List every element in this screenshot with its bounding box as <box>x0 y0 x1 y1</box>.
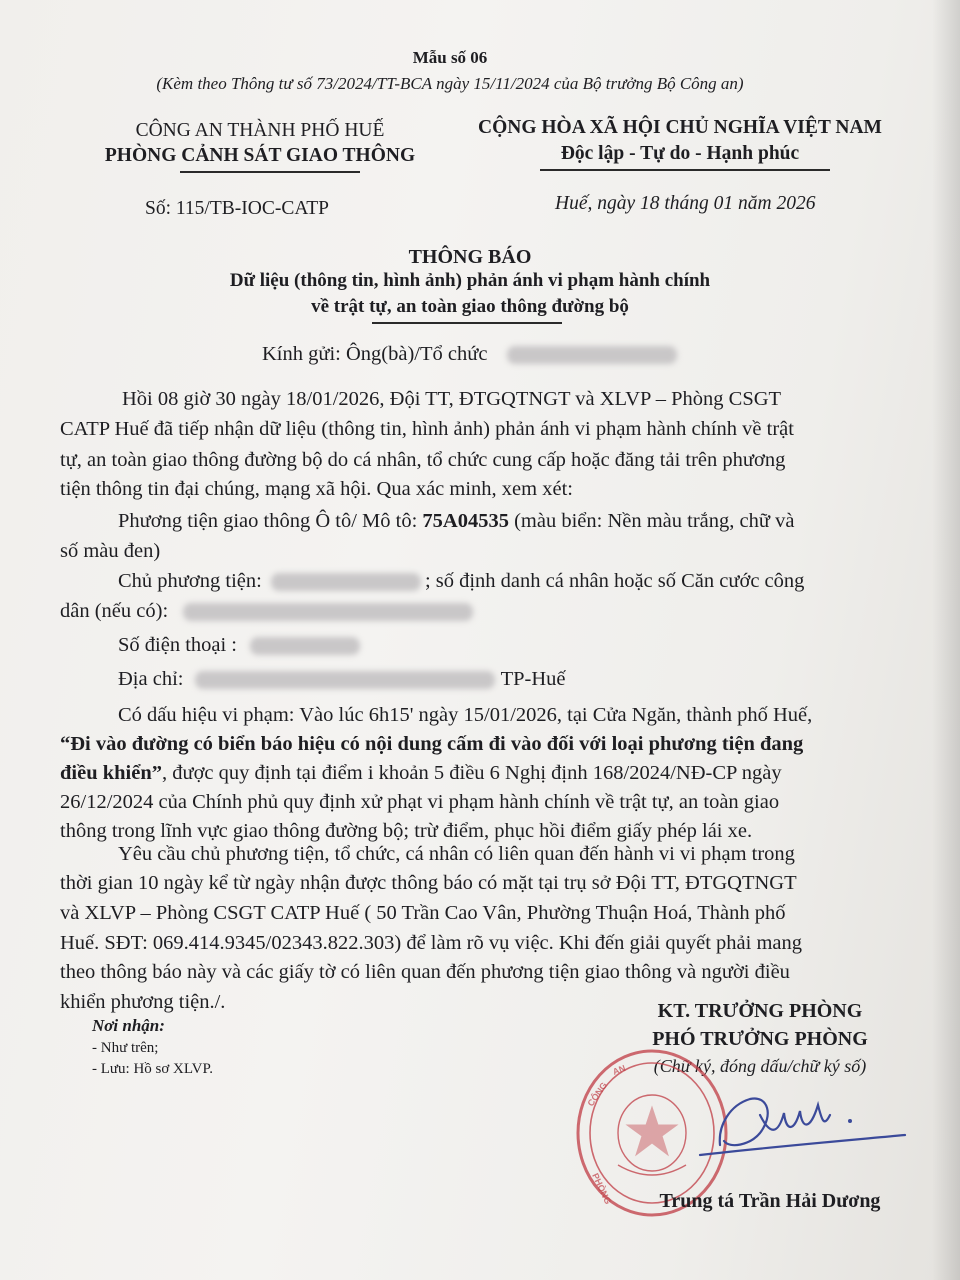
request-line-3: và XLVP – Phòng CSGT CATP Huế ( 50 Trần Cao Vân, Phường Thuận Hoá, Thành phố <box>60 902 786 924</box>
title-underline <box>372 322 562 324</box>
svg-text:PHÒNG: PHÒNG <box>590 1171 614 1206</box>
nation-line-1: CỘNG HÒA XÃ HỘI CHỦ NGHĨA VIỆT NAM <box>478 117 882 138</box>
sign-title-1: KT. TRƯỞNG PHÒNG <box>657 1000 863 1022</box>
redacted-phone <box>250 637 360 655</box>
recipient-label: Kính gửi: Ông(bà)/Tổ chức <box>262 343 488 365</box>
address-city: TP-Huế <box>500 668 566 690</box>
address-label: Địa chỉ: <box>118 668 184 690</box>
place-date: Huế, ngày 18 tháng 01 năm 2026 <box>555 193 816 214</box>
form-number: Mẫu số 06 <box>412 48 488 67</box>
document-number: Số: 115/TB-IOC-CATP <box>145 198 330 219</box>
p1-line-3: tự, an toàn giao thông đường bộ do cá nhân, tổ chức cung cấp hoặc đăng tải trên phương <box>60 449 786 471</box>
phone-label: Số điện thoại : <box>118 634 238 656</box>
agency-line-2: PHÒNG CẢNH SÁT GIAO THÔNG <box>104 145 416 166</box>
owner-id-line <box>60 600 900 623</box>
nation-underline <box>540 169 830 171</box>
svg-text:AN: AN <box>611 1063 627 1077</box>
request-line-5: theo thông báo này và các giấy tờ có liên quan đến phương tiện giao thông và người điều <box>60 961 790 983</box>
request-line-4: Huế. SĐT: 069.414.9345/02343.822.303) để làm rõ vụ việc. Khi đến giải quyết phải mang <box>60 932 802 954</box>
address-line <box>118 668 958 691</box>
doc-subtitle-2: về trật tự, an toàn giao thông đường bộ <box>311 296 629 317</box>
owner-label: Chủ phương tiện: <box>118 570 262 592</box>
violation-line-1: Có dấu hiệu vi phạm: Vào lúc 6h15' ngày 15/01/2026, tại Cửa Ngăn, thành phố Huế, <box>118 704 813 726</box>
nation-line-2: Độc lập - Tự do - Hạnh phúc <box>560 143 800 164</box>
owner-id-label: dân (nếu có): <box>60 600 169 622</box>
vehicle-note-2: số màu đen) <box>60 540 161 562</box>
sign-title-2: PHÓ TRƯỞNG PHÒNG <box>652 1028 868 1050</box>
violation-bold-end: điều khiển” <box>60 762 162 784</box>
owner-line <box>118 570 958 593</box>
p1-line-2: CATP Huế đã tiếp nhận dữ liệu (thông tin, hình ảnh) phản ánh vi phạm hành chính về trật <box>60 418 794 440</box>
recipient-item-1: - Như trên; <box>92 1040 159 1056</box>
recipient-item-2: - Lưu: Hồ sơ XLVP. <box>92 1061 213 1077</box>
agency-line-1: CÔNG AN THÀNH PHỐ HUẾ <box>135 120 385 141</box>
doc-subtitle-1: Dữ liệu (thông tin, hình ảnh) phản ánh vi phạm hành chính <box>229 270 711 291</box>
request-line-1: Yêu cầu chủ phương tiện, tổ chức, cá nhân có liên quan đến hành vi vi phạm trong <box>118 843 795 865</box>
phone-line <box>118 634 958 657</box>
doc-title: THÔNG BÁO <box>408 246 532 268</box>
signature-icon <box>690 1085 920 1170</box>
redacted-id-number <box>183 603 473 621</box>
redacted-address <box>195 671 495 689</box>
violation-line-5: thông trong lĩnh vực giao thông đường bộ; trừ điểm, phục hồi điểm giấy phép lái xe. <box>60 820 753 842</box>
license-plate: 75A04535 <box>422 510 509 532</box>
request-line-2: thời gian 10 ngày kể từ ngày nhận được thông báo có mặt tại trụ sở Đội TT, ĐTGQTNGT <box>60 872 797 894</box>
vehicle-note: (màu biển: Nền màu trắng, chữ và <box>508 510 795 532</box>
owner-id-text: ; số định danh cá nhân hoặc số Căn cước công <box>424 570 805 592</box>
vehicle-label: Phương tiện giao thông Ô tô/ Mô tô: <box>118 510 423 532</box>
request-line-6: khiển phương tiện./. <box>60 991 226 1013</box>
violation-line-3 <box>60 762 900 785</box>
recipients-title: Nơi nhận: <box>92 1016 165 1035</box>
recipient-line <box>262 343 677 366</box>
redacted-recipient <box>507 346 677 364</box>
form-note: (Kèm theo Thông tư số 73/2024/TT-BCA ngày 15/11/2024 của Bộ trưởng Bộ Công an) <box>156 74 744 93</box>
violation-rest: , được quy định tại điểm i khoản 5 điều 6 Nghị định 168/2024/NĐ-CP ngày <box>161 762 782 784</box>
p1-line-4: tiện thông tin đại chúng, mạng xã hội. Qua xác minh, xem xét: <box>60 478 573 500</box>
violation-line-2: “Đi vào đường có biển báo hiệu có nội dung cấm đi vào đối với loại phương tiện đang <box>60 733 804 755</box>
vehicle-line <box>118 510 958 533</box>
signer-name: Trung tá Trần Hải Dương <box>659 1190 881 1212</box>
redacted-owner <box>271 573 421 591</box>
svg-text:CÔNG: CÔNG <box>585 1080 610 1109</box>
agency-underline <box>180 171 360 173</box>
p1-line-1: Hồi 08 giờ 30 ngày 18/01/2026, Đội TT, ĐTGQTNGT và XLVP – Phòng CSGT <box>122 388 782 410</box>
sign-note: (Chữ ký, đóng dấu/chữ ký số) <box>653 1056 867 1076</box>
violation-line-4: 26/12/2024 của Chính phủ quy định xử phạt vi phạm hành chính về trật tự, an toàn giao <box>60 791 780 813</box>
